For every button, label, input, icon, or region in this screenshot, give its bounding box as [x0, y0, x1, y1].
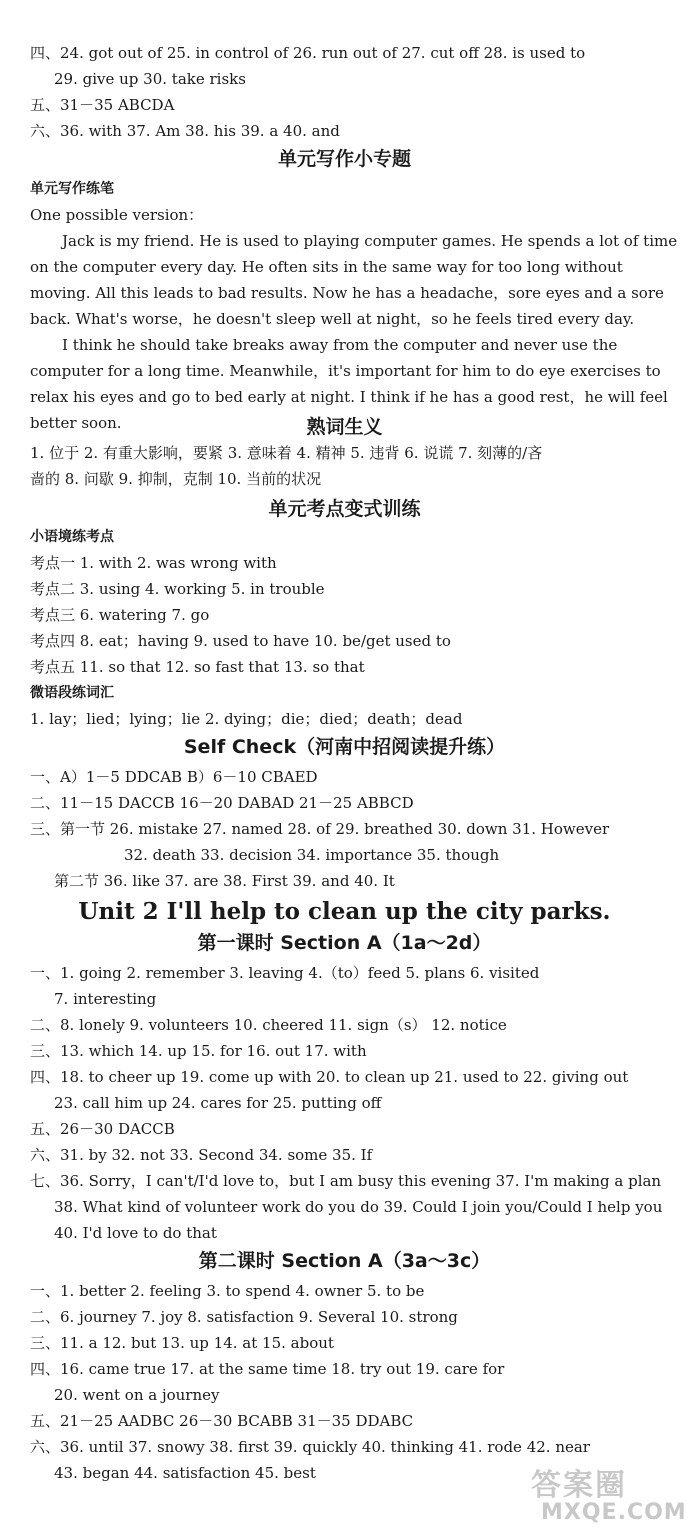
answer-line: 五、26－30 DACCB [30, 1120, 175, 1138]
answer-line: 考点一 1. with 2. was wrong with [30, 554, 277, 572]
answer-line: 1. lay；lied；lying；lie 2. dying；die；died；death；dead [30, 710, 463, 728]
answer-line: 考点二 3. using 4. working 5. in trouble [30, 580, 325, 598]
answer-line: 第二节 36. like 37. are 38. First 39. and 40. It [54, 872, 395, 890]
answer-line: 四、16. came true 17. at the same time 18. try out 19. care for [30, 1360, 505, 1378]
answer-line: 29. give up 30. take risks [54, 70, 246, 88]
answer-line: 23. call him up 24. cares for 25. putting off [54, 1094, 382, 1112]
lesson-heading: 第二课时 Section A（3a～3c） [198, 1250, 491, 1272]
section-heading-vocab: 熟词生义 [306, 416, 383, 438]
answer-line: 二、11－15 DACCB 16－20 DABAD 21－25 ABBCD [30, 794, 414, 812]
answer-line: 三、11. a 12. but 13. up 14. at 15. about [30, 1334, 334, 1352]
answer-line: 二、8. lonely 9. volunteers 10. cheered 11. sign（s） 12. notice [30, 1016, 507, 1034]
answer-line: 四、24. got out of 25. in control of 26. run out of 27. cut off 28. is used to [30, 44, 586, 62]
essay-paragraph: I think he should take breaks away from the computer and never use the computer for a long time. Meanwhile，it's important for him to do eye exercises to relax his eyes and go to bed early at night. I think if he has a good rest，he will feel better soon. [30, 336, 668, 432]
subsection-label: 小语境练考点 [30, 529, 114, 545]
unit-title: Unit 2 I'll help to clean up the city parks. [78, 898, 611, 925]
subsection-label: 微语段练词汇 [30, 685, 114, 701]
answer-line: 一、A）1－5 DDCAB B）6－10 CBAED [30, 768, 318, 786]
answer-line: 7. interesting [54, 990, 157, 1008]
section-heading-drills: 单元考点变式训练 [268, 498, 421, 520]
answer-line: 五、21－25 AADBC 26－30 BCABB 31－35 DDABC [30, 1412, 414, 1430]
essay-paragraph: Jack is my friend. He is used to playing computer games. He spends a lot of time on the computer every day. He often sits in the same way for too long without moving. All this leads to bad results. Now he has a headache，sore eyes and a sore back. What's worse，he doesn't sleep well at night，so he feels tired every day. [30, 232, 678, 328]
answer-line: 一、1. going 2. remember 3. leaving 4.（to）feed 5. plans 6. visited [30, 964, 540, 982]
answer-line: 六、36. until 37. snowy 38. first 39. quickly 40. thinking 41. rode 42. near [30, 1438, 590, 1456]
lesson-heading: 第一课时 Section A（1a～2d） [197, 932, 492, 954]
answer-line: 40. I'd love to do that [54, 1224, 217, 1242]
answer-line: 七、36. Sorry，I can't/I'd love to，but I am busy this evening 37. I'm making a plan [30, 1172, 662, 1190]
answer-line: 六、31. by 32. not 33. Second 34. some 35. If [30, 1146, 373, 1164]
subsection-label: 单元写作练笔 [30, 181, 114, 197]
answer-line: 1. 位于 2. 有重大影响，要紧 3. 意味着 4. 精神 5. 违背 6. 说谎 7. 刻薄的/吝 [30, 444, 543, 462]
answer-line: 43. began 44. satisfaction 45. best [54, 1464, 316, 1482]
answer-line: 20. went on a journey [54, 1386, 220, 1404]
answer-line: 考点四 8. eat；having 9. used to have 10. be/get used to [30, 632, 451, 650]
section-heading-writing: 单元写作小专题 [277, 148, 411, 170]
answer-line: 五、31－35 ABCDA [30, 96, 175, 114]
answer-line: 二、6. journey 7. joy 8. satisfaction 9. Several 10. strong [30, 1308, 458, 1326]
answer-line: 一、1. better 2. feeling 3. to spend 4. owner 5. to be [30, 1282, 425, 1300]
answer-line: 四、18. to cheer up 19. come up with 20. to clean up 21. used to 22. giving out [30, 1068, 629, 1086]
watermark-logo-text: 答案圈 [531, 1468, 627, 1503]
site-watermark [511, 1460, 687, 1530]
answer-line: 考点五 11. so that 12. so fast that 13. so that [30, 658, 365, 676]
answer-line: 32. death 33. decision 34. importance 35. though [124, 846, 500, 864]
answer-line: One possible version： [30, 206, 204, 224]
answer-line: 啬的 8. 问歇 9. 抑制，克制 10. 当前的状况 [30, 470, 322, 488]
answer-line: 考点三 6. watering 7. go [30, 606, 210, 624]
watermark-url: MXQE.COM [541, 1500, 687, 1525]
section-heading-self-check: Self Check（河南中招阅读提升练） [183, 736, 506, 758]
answer-line: 六、36. with 37. Am 38. his 39. a 40. and [30, 122, 340, 140]
answer-line: 三、第一节 26. mistake 27. named 28. of 29. breathed 30. down 31. However [30, 820, 610, 838]
answer-line: 三、13. which 14. up 15. for 16. out 17. with [30, 1042, 367, 1060]
answer-line: 38. What kind of volunteer work do you do 39. Could I join you/Could I help you [54, 1198, 663, 1216]
